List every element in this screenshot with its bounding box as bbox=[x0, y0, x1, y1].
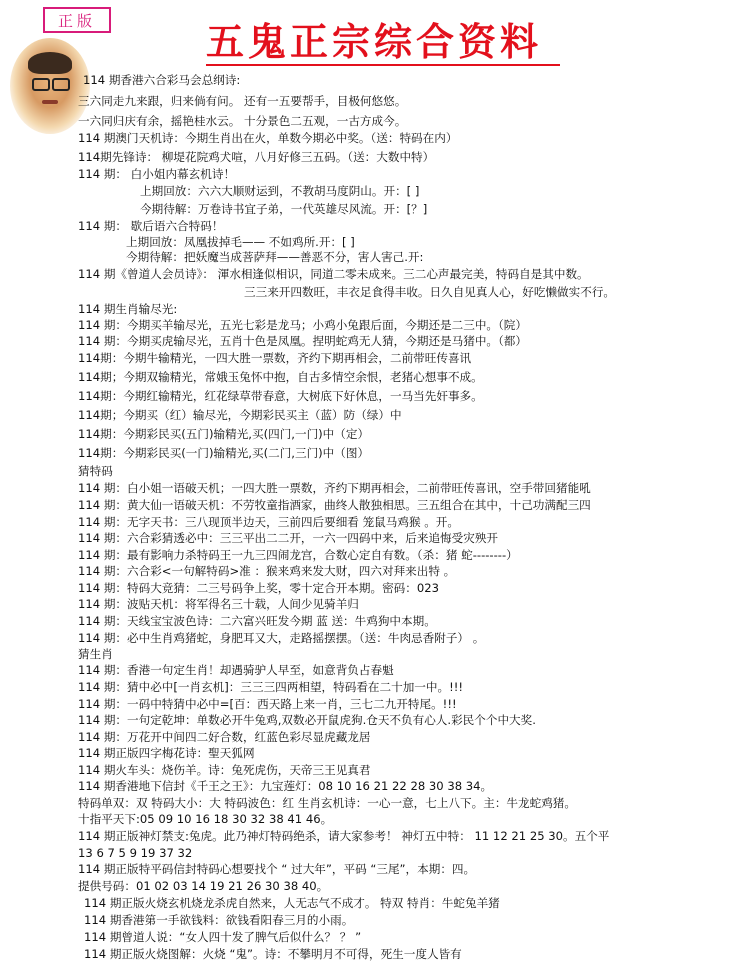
text-line: 114 期： 歇后语六合特码！ bbox=[78, 219, 224, 233]
text-line: 13 6 7 5 9 19 37 32 bbox=[78, 846, 193, 860]
text-line: 114 期：最有影响力杀特码王一九三四闹龙宫，合数心定自有数。（杀：猪 蛇--------） bbox=[78, 548, 518, 562]
portrait-mouth bbox=[42, 100, 58, 104]
text-line: 114 期正版神灯禁支:兔虎。此乃神灯特码绝杀，请大家参考！ 神灯五中特： 11 12 21 25 30。五个平 bbox=[78, 829, 610, 843]
title-underline bbox=[206, 64, 560, 66]
text-line: 114 期正版火烧玄机烧龙杀虎自然来，人无志气不成才。 特双 特肖：牛蛇兔羊猪 bbox=[84, 896, 500, 910]
text-line: 114 期：今期买羊输尽光，五光七彩是龙马；小鸡小兔跟后面，今期还是二三中。（院） bbox=[78, 318, 527, 332]
text-line: 114 期香港第一手欲钱料：欲钱看阳春三月的小雨。 bbox=[84, 913, 354, 927]
text-line: 114 期：波贴天机：将军得名三十载，人间少见骑羊归 bbox=[78, 597, 359, 611]
text-line: 114 期：猜中必中[一肖玄机]：三三三四两相望，特码看在二十加一中。!!! bbox=[78, 680, 464, 694]
text-line: 114 期火车头：烧伤羊。诗：兔死虎伤，天帝三王见真君 bbox=[78, 763, 371, 777]
text-line: 114 期：黄大仙一语破天机：不劳牧童指酒家，曲终人散独相思。三五组合在其中，十己功满配三四 bbox=[78, 498, 591, 512]
text-line: 猜特码 bbox=[78, 464, 113, 478]
text-line: 114 期：特码大竞猜：二三号码争上奖，零十定合开本期。密码：023 bbox=[78, 581, 439, 595]
text-line: 特码单双：双 特码大小：大 特码波色：红 生肖玄机诗：一心一意，七上八下。主：牛龙蛇鸡猪。 bbox=[78, 796, 576, 810]
text-line: 114期；今期双输精光，常娥玉兔怀中抱，自古多情空余恨，老猪心想事不成。 bbox=[78, 370, 483, 384]
text-line: 114 期正版火烧图解：火烧 “鬼”。诗：不攀明月不可得，死生一度人皆有 bbox=[84, 947, 462, 961]
text-line: 114 期曾道人说：“女人四十发了脾气后似什么？ ？ ” bbox=[84, 930, 362, 944]
text-line: 114 期：一码中特猜中必中=[百：西天路上来一肖，三七二九开特尾。!!! bbox=[78, 697, 457, 711]
text-line: 114 期香港地下信封《千王之王》：九宝莲灯：08 10 16 21 22 28 30 38 34。 bbox=[78, 779, 493, 793]
text-line: 114期：今期牛输精光，一四大胜一票数，齐约下期再相会，二前带旺传喜讯 bbox=[78, 351, 472, 365]
text-line: 114 期：一句定乾坤：单数必开牛兔鸡,双数必开鼠虎狗.仓天不负有心人.彩民个个中大奖. bbox=[78, 713, 536, 727]
portrait-hair bbox=[28, 52, 72, 74]
text-line: 十指平天下:05 09 10 16 18 30 32 38 41 46。 bbox=[78, 812, 333, 826]
text-line: 今期待解：万卷诗书宜子弟，一代英雄尽风流。开：[？] bbox=[140, 202, 428, 216]
text-line: 114 期：必中生肖鸡猪蛇，身肥耳又大，走路摇摆摆。（送：牛肉忌香附子） 。 bbox=[78, 631, 485, 645]
portrait-glasses-left bbox=[32, 78, 50, 91]
portrait-glasses-right bbox=[52, 78, 70, 91]
text-line: 114 期澳门天机诗：今期生肖出在火，单数今期必中奖。（送：特码在内） bbox=[78, 131, 458, 145]
text-line: 114 期香港六合彩马会总纲诗: bbox=[83, 73, 241, 87]
text-line: 114期：今期红输精光，红花绿草带春意，大树底下好休息，一马当先奸事多。 bbox=[78, 389, 483, 403]
text-line: 114 期生肖输尽光: bbox=[78, 302, 178, 316]
text-line: 三六同走九来跟，归来倘有问。 还有一五要帮手，目极何悠悠。 bbox=[78, 94, 407, 108]
text-line: 114 期正版特平码信封特码心想要找个 “ 过大年”，平码 “三尾”，本期：四。 bbox=[78, 862, 476, 876]
text-line: 114 期：天线宝宝波色诗：二六富兴旺发今期 蓝 送：牛鸡狗中本期。 bbox=[78, 614, 436, 628]
text-line: 114期：今期彩民买(一门)输精光,买(二门,三门)中（图） bbox=[78, 446, 370, 460]
text-line: 114期：今期彩民买(五门)输精光,买(四门,一门)中（定） bbox=[78, 427, 370, 441]
text-line: 猜生肖 bbox=[78, 647, 113, 661]
text-line: 114 期： 白小姐内幕玄机诗！ bbox=[78, 167, 236, 181]
text-line: 114 期《曾道人会员诗》： 渾水相逢似相识，同道二零未成来。三二心声最完美，特码自是其中数。 bbox=[78, 267, 589, 281]
text-line: 提供号码：01 02 03 14 19 21 26 30 38 40。 bbox=[78, 879, 329, 893]
text-line: 114期先锋诗： 柳堤花院鸡犬喧，八月好修三五码。（送：大数中特） bbox=[78, 150, 435, 164]
text-line: 一六同归庆有余，摇艳桂水云。 十分景色二五观，一古方成今。 bbox=[78, 114, 407, 128]
text-line: 上期回放：凤凰拔掉毛—— 不如鸡所.开：[ ] bbox=[126, 235, 355, 249]
text-line: 114 期：万花开中间四二好合数，红蓝色彩尽显虎藏龙居 bbox=[78, 730, 371, 744]
badge: 正版 bbox=[43, 7, 111, 33]
text-line: 114 期：白小姐一语破天机；一四大胜一票数，齐约下期再相会，二前带旺传喜讯，空手带回猪能吼 bbox=[78, 481, 591, 495]
text-line: 114 期：无字天书：三八现顶半边天，三前四后要细看 笼鼠马鸡猴 。开。 bbox=[78, 515, 459, 529]
text-line: 114 期正版四字梅花诗：聖天狐网 bbox=[78, 746, 255, 760]
text-line: 上期回放：六六大顺财运到，不教胡马度阴山。开：[ ] bbox=[140, 184, 420, 198]
text-line: 三三来开四数旺，丰衣足食得丰收。日久自见真人心，好吃懒做实不行。 bbox=[244, 285, 616, 299]
text-line: 114 期：六合彩<一句解特码>准 ：猴来鸡来发大财，四六对拜来出特 。 bbox=[78, 564, 456, 578]
text-line: 114期；今期买（红）输尽光，今期彩民买主（蓝）防（绿）中 bbox=[78, 408, 402, 422]
page-title: 五鬼正宗综合资料 bbox=[206, 19, 543, 64]
text-line: 今期待解：把妖魔当成菩萨拜——善恶不分，害人害己.开: bbox=[126, 250, 424, 264]
text-line: 114 期：香港一句定生肖！却遇骑驴人早至，如意背负占春魁 bbox=[78, 663, 394, 677]
text-line: 114 期：今期买虎输尽光，五肖十色是凤凰。捏明蛇鸡无人猜，今期还是马猪中。（都） bbox=[78, 334, 527, 348]
text-line: 114 期：六合彩猜透必中：三三平出二二开，一六一四码中来，后来追悔受灾殃开 bbox=[78, 531, 499, 545]
